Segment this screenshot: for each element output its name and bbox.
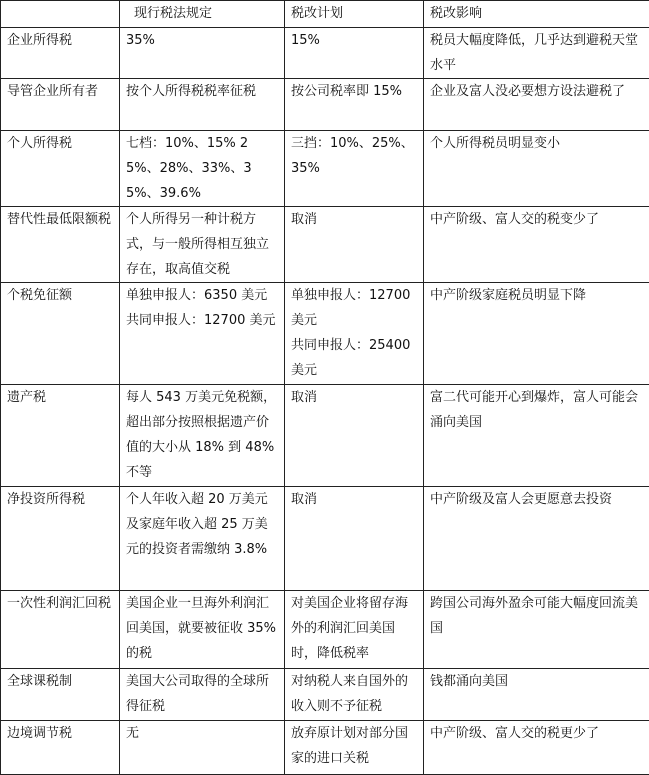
current-law-cell: 35% <box>120 28 285 79</box>
header-reform-plan: 税改计划 <box>285 1 424 28</box>
reform-plan-cell: 三挡：10%、25%、35% <box>285 131 424 207</box>
current-law-cell: 无 <box>120 721 285 775</box>
reform-plan-cell: 取消 <box>285 487 424 591</box>
current-law-cell: 单独申报人：6350 美元 共同申报人：12700 美元 <box>120 283 285 385</box>
table-row <box>1 79 649 131</box>
reform-impact-cell: 个人所得税员明显变小 <box>424 131 649 207</box>
tax-item-cell: 遗产税 <box>1 385 120 487</box>
reform-plan-cell: 单独申报人：12700 美元 共同申报人：25400 美元 <box>285 283 424 385</box>
reform-plan-cell: 对美国企业将留存海外的利润汇回美国时，降低税率 <box>285 591 424 669</box>
reform-impact-cell: 中产阶级、富人交的税更少了 <box>424 721 649 775</box>
tax-item-cell: 边境调节税 <box>1 721 120 775</box>
reform-plan-cell: 对纳税人来自国外的收入则不予征税 <box>285 669 424 721</box>
table-row <box>1 721 649 775</box>
tax-item-cell: 个税免征额 <box>1 283 120 385</box>
table-row <box>1 28 649 79</box>
reform-impact-cell: 跨国公司海外盈余可能大幅度回流美国 <box>424 591 649 669</box>
reform-plan-cell: 取消 <box>285 207 424 283</box>
reform-plan-cell: 按公司税率即 15% <box>285 79 424 131</box>
tax-item-cell: 企业所得税 <box>1 28 120 79</box>
current-law-cell: 个人所得另一种计税方式，与一般所得相互独立存在，取高值交税 <box>120 207 285 283</box>
reform-impact-cell: 中产阶级家庭税员明显下降 <box>424 283 649 385</box>
reform-impact-cell: 钱都涌向美国 <box>424 669 649 721</box>
table-row <box>1 487 649 591</box>
current-law-cell: 个人年收入超 20 万美元及家庭年收入超 25 万美元的投资者需缴纳 3.8% <box>120 487 285 591</box>
header-reform-impact: 税改影响 <box>424 1 649 28</box>
reform-plan-cell: 15% <box>285 28 424 79</box>
current-law-cell: 每人 543 万美元免税额，超出部分按照根据遗产价值的大小从 18% 到 48%不等 <box>120 385 285 487</box>
header-current-law: 现行税法规定 <box>120 1 285 28</box>
current-law-cell: 七档：10%、15% 25%、28%、33%、35%、39.6% <box>120 131 285 207</box>
table-row <box>1 385 649 487</box>
current-law-cell: 美国大公司取得的全球所得征税 <box>120 669 285 721</box>
reform-impact-cell: 企业及富人没必要想方设法避税了 <box>424 79 649 131</box>
tax-item-cell: 全球课税制 <box>1 669 120 721</box>
table-row <box>1 669 649 721</box>
reform-impact-cell: 中产阶级、富人交的税变少了 <box>424 207 649 283</box>
header-cell-blank <box>1 1 120 28</box>
table-row <box>1 131 649 207</box>
header-row <box>1 1 649 28</box>
reform-plan-cell: 取消 <box>285 385 424 487</box>
reform-plan-cell: 放弃原计划对部分国家的进口关税 <box>285 721 424 775</box>
tax-item-cell: 替代性最低限额税 <box>1 207 120 283</box>
reform-impact-cell: 富二代可能开心到爆炸，富人可能会涌向美国 <box>424 385 649 487</box>
tax-item-cell: 一次性利润汇回税 <box>1 591 120 669</box>
table-row <box>1 591 649 669</box>
reform-impact-cell: 税员大幅度降低，几乎达到避税天堂水平 <box>424 28 649 79</box>
reform-impact-cell: 中产阶级及富人会更愿意去投资 <box>424 487 649 591</box>
current-law-cell: 按个人所得税税率征税 <box>120 79 285 131</box>
table-row <box>1 207 649 283</box>
tax-item-cell: 净投资所得税 <box>1 487 120 591</box>
tax-item-cell: 个人所得税 <box>1 131 120 207</box>
tax-item-cell: 导管企业所有者 <box>1 79 120 131</box>
current-law-cell: 美国企业一旦海外利润汇回美国，就要被征收 35%的税 <box>120 591 285 669</box>
table-row <box>1 283 649 385</box>
